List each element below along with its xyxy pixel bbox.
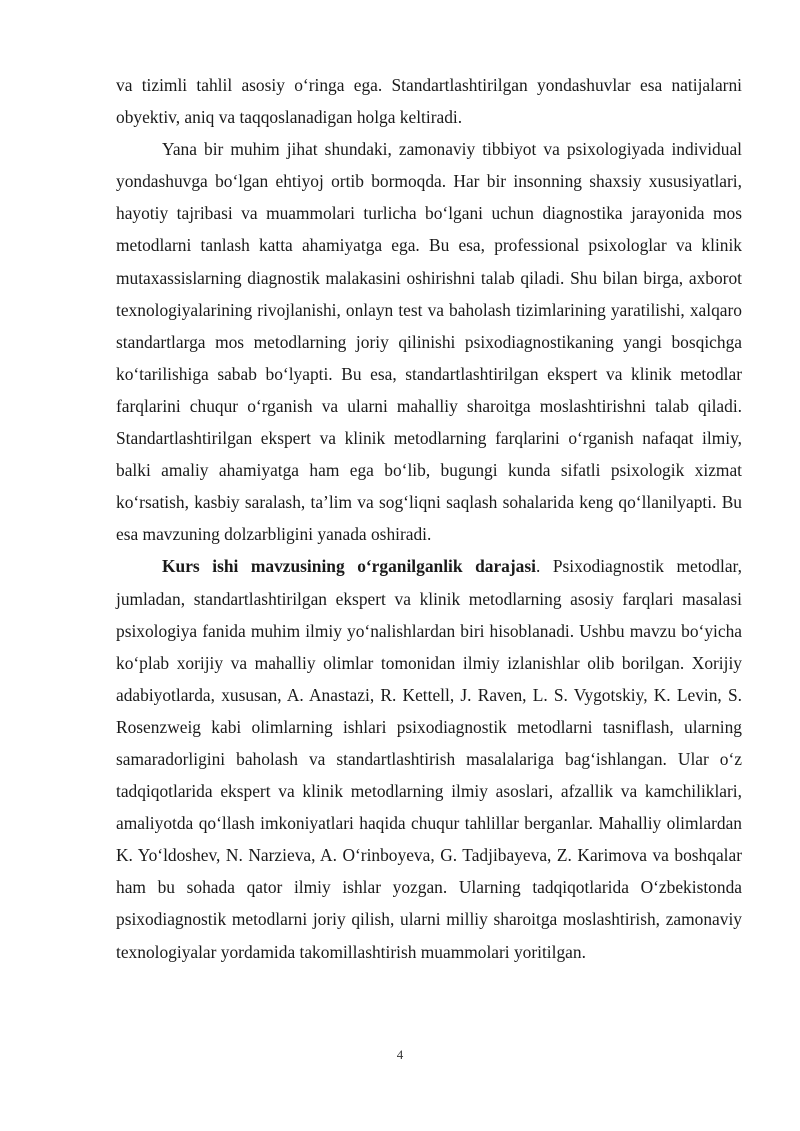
paragraph-continuation: va tizimli tahlil asosiy o‘ringa ega. Standartlashtirilgan yondashuvlar esa natijalarni obyektiv, aniq va taqqoslanadigan holga keltiradi. <box>116 75 742 128</box>
section-heading: Kurs ishi mavzusining o‘rganilganlik darajasi <box>162 556 536 577</box>
section-body: . Psixodiagnostik metodlar, jumladan, standartlashtirilgan ekspert va klinik metodlarning asosiy farqlari masalasi psixologiya fanida muhim ilmiy yo‘nalishlardan biri hisoblanadi. Ushbu mavzu bo‘yicha ko‘plab xorijiy va mahalliy olimlar tomonidan ilmiy izlanishlar olib borilgan. Xorijiy adabiyotlarda, xususan, A. Anastazi, R. Kettell, J. Raven, L. S. Vygotskiy, K. Levin, S. Rosenzweig kabi olimlarning ishlari psixodiagnostik metodlarni tasniflash, ularning samaradorligini baholash va standartlashtirish masalalariga bag‘ishlangan. Ular o‘z tadqiqotlarida ekspert va klinik metodlarning ilmiy asoslari, afzallik va kamchiliklari, amaliyotda qo‘llash imkoniyatlari haqida chuqur tahlillar berganlar. Mahalliy olimlardan K. Yo‘ldoshev, N. Narzieva, A. O‘rinboyeva, G. Tadjibayeva, Z. Karimova va boshqalar ham bu sohada qator ilmiy ishlar yozgan. Ularning tadqiqotlarida O‘zbekistonda psixodiagnostik metodlarni joriy qilish, ularni milliy sharoitga moslashtirish, zamonaviy texnologiyalar yordamida takomillashtirish muammolari yoritilgan. <box>116 556 742 962</box>
paragraph-research-degree <box>116 550 742 967</box>
page-number: 4 <box>396 1047 404 1062</box>
paragraph-relevance: Yana bir muhim jihat shundaki, zamonaviy tibbiyot va psixologiyada individual yondashuvga bo‘lgan ehtiyoj ortib bormoqda. Har bir insonning shaxsiy xususiyatlari, hayotiy tajribasi va muammolari turlicha bo‘lgani uchun diagnostika jarayonida mos metodlarni tanlash katta ahamiyatga ega. Bu esa, professional psixologlar va klinik mutaxassislarning diagnostik malakasini oshirishni talab qiladi. Shu bilan birga, axborot texnologiyalarining rivojlanishi, onlayn test va baholash tizimlarining yaratilishi, xalqaro standartlarga mos metodlarning joriy qilinishi psixodiagnostikaning yangi bosqichga ko‘tarilishiga sabab bo‘lyapti. Bu esa, standartlashtirilgan ekspert va klinik metodlar farqlarini chuqur o‘rganish va ularni mahalliy sharoitga moslashtirishni talab qiladi. Standartlashtirilgan ekspert va klinik metodlarning farqlarini o‘rganish nafaqat ilmiy, balki amaliy ahamiyatga ham ega bo‘lib, bugungi kunda sifatli psixologik xizmat ko‘rsatish, kasbiy saralash, ta’lim va sog‘liqni saqlash sohalarida keng qo‘llanilyapti. Bu esa mavzuning dolzarbligini yanada oshiradi. <box>116 139 742 545</box>
document-page <box>116 69 742 968</box>
